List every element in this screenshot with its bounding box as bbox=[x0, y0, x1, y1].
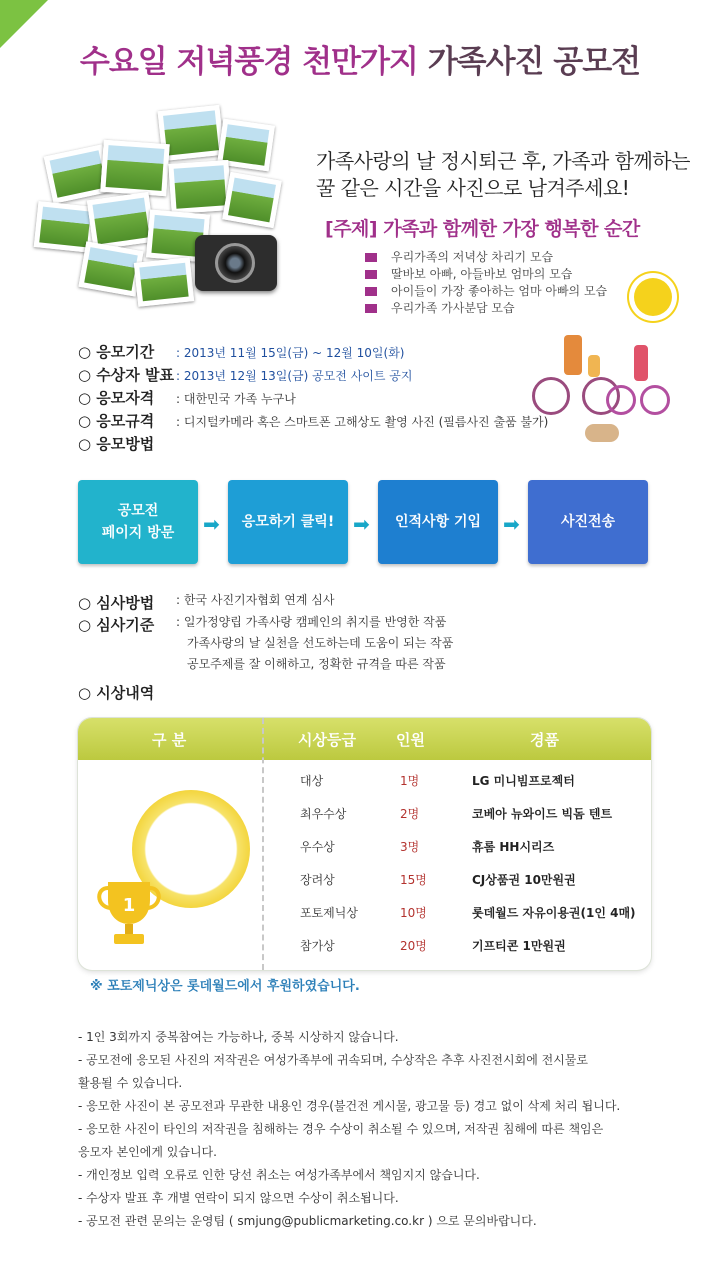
title-part2: 가족사진 공모전 bbox=[427, 44, 641, 80]
notice-item: - 공모전에 응모된 사진의 저작권은 여성가족부에 귀속되며, 수상작은 추후 사진전시회에 전시물로 bbox=[78, 1053, 588, 1067]
lead-line2: 꿀 같은 시간을 사진으로 남겨주세요! bbox=[316, 176, 630, 200]
row-gift: 기프티콘 1만원권 bbox=[472, 939, 566, 953]
col-category: 구 분 bbox=[152, 731, 187, 749]
table-row bbox=[78, 797, 651, 830]
info-row bbox=[78, 387, 296, 408]
step-label: 응모하기 클릭! bbox=[241, 514, 335, 530]
table-row bbox=[78, 863, 651, 896]
row-grade: 대상 bbox=[300, 774, 324, 788]
row-gift: 롯데월드 자유이용권(1인 4매) bbox=[472, 906, 636, 920]
info-value: : 디지털카메라 혹은 스마트폰 고해상도 촬영 사진 (필름사진 출품 불가) bbox=[176, 415, 549, 429]
col-count: 인원 bbox=[396, 731, 425, 749]
row-grade: 우수상 bbox=[300, 840, 335, 854]
arrow-right-icon: ➡ bbox=[353, 512, 370, 536]
theme-bullet: 우리가족의 저녁상 차리기 모습 bbox=[365, 249, 607, 266]
row-count: 2명 bbox=[400, 807, 420, 821]
notice-item: 활용될 수 있습니다. bbox=[78, 1076, 183, 1090]
row-count: 1명 bbox=[400, 774, 420, 788]
info-row bbox=[78, 433, 176, 454]
info-row bbox=[78, 410, 548, 431]
step-label: 페이지 방문 bbox=[101, 525, 175, 541]
row-count: 3명 bbox=[400, 840, 420, 854]
theme-bullet: 딸바보 아빠, 아들바보 엄마의 모습 bbox=[365, 266, 607, 283]
step-label: 인적사항 기입 bbox=[394, 514, 482, 530]
arrow-right-icon: ➡ bbox=[203, 512, 220, 536]
row-count: 15명 bbox=[400, 873, 427, 887]
criteria-item: : 일가정양립 가족사랑 캠페인의 취지를 반영한 작품 bbox=[176, 615, 447, 629]
sun-icon bbox=[634, 278, 672, 316]
info-key: ○ 응모규격 bbox=[78, 412, 155, 430]
notice-list bbox=[78, 1026, 620, 1233]
step-visit-page bbox=[78, 480, 198, 564]
row-gift: 코베아 뉴와이드 빅돔 텐트 bbox=[472, 807, 613, 821]
info-row bbox=[78, 341, 404, 362]
lead-text bbox=[316, 148, 690, 202]
theme-bullet: 아이들이 가장 좋아하는 엄마 아빠의 모습 bbox=[365, 283, 607, 300]
row-gift: CJ상품권 10만원권 bbox=[472, 873, 576, 887]
table-row bbox=[78, 830, 651, 863]
step-label: 사진전송 bbox=[560, 514, 616, 530]
row-gift: LG 미니빔프로젝터 bbox=[472, 774, 575, 788]
notice-item: - 개인정보 입력 오류로 인한 당선 취소는 여성가족부에서 책임지지 않습니다. bbox=[78, 1168, 480, 1182]
theme-bullet-list bbox=[365, 249, 607, 317]
sponsor-note: ※ 포토제닉상은 롯데월드에서 후원하였습니다. bbox=[90, 979, 360, 994]
table-row bbox=[78, 929, 651, 962]
table-row bbox=[78, 896, 651, 929]
judging-criteria-list bbox=[176, 612, 453, 675]
step-label: 공모전 bbox=[117, 503, 159, 519]
step-send-photo bbox=[528, 480, 648, 564]
theme-bullet: 우리가족 가사분담 모습 bbox=[365, 300, 607, 317]
judging-method-key: ○ 심사방법 bbox=[78, 594, 155, 612]
prize-table bbox=[78, 718, 651, 970]
info-value: : 2013년 11월 15일(금) ~ 12월 10일(화) bbox=[176, 346, 405, 360]
row-count: 10명 bbox=[400, 906, 427, 920]
info-key: ○ 수상자 발표 bbox=[78, 366, 174, 384]
step-enter-info bbox=[378, 480, 498, 564]
page-title bbox=[0, 36, 720, 81]
dog-icon bbox=[585, 424, 619, 442]
lead-line1: 가족사랑의 날 정시퇴근 후, 가족과 함께하는 bbox=[316, 149, 690, 173]
col-grade: 시상등급 bbox=[298, 731, 356, 749]
step-click-apply bbox=[228, 480, 348, 564]
judging-method-value: : 한국 사진기자협회 연계 심사 bbox=[176, 593, 335, 607]
info-row bbox=[78, 364, 412, 385]
awards-key: ○ 시상내역 bbox=[78, 684, 155, 702]
title-part1: 수요일 저녁풍경 천만가지 bbox=[79, 44, 428, 80]
row-grade: 참가상 bbox=[300, 939, 335, 953]
info-value: : 2013년 12월 13일(금) 공모전 사이트 공지 bbox=[176, 369, 413, 383]
trophy-number: 1 bbox=[122, 895, 136, 916]
judging-criteria-key: ○ 심사기준 bbox=[78, 616, 155, 634]
info-key: ○ 응모자격 bbox=[78, 389, 155, 407]
row-grade: 포토제닉상 bbox=[300, 906, 358, 920]
table-row bbox=[78, 764, 651, 797]
col-gift: 경품 bbox=[530, 731, 559, 749]
criteria-item: 공모주제를 잘 이해하고, 정확한 규격을 따른 작품 bbox=[187, 657, 446, 671]
arrow-right-icon: ➡ bbox=[503, 512, 520, 536]
notice-item: 응모자 본인에게 있습니다. bbox=[78, 1145, 217, 1159]
notice-item: - 응모한 사진이 타인의 저작권을 침해하는 경우 수상이 취소될 수 있으며, 저작권 침해에 따른 책임은 bbox=[78, 1122, 604, 1136]
notice-item: - 응모한 사진이 본 공모전과 무관한 내용인 경우(불건전 게시물, 광고물 등) 경고 없이 삭제 처리 됩니다. bbox=[78, 1099, 621, 1113]
notice-item: - 공모전 관련 문의는 운영팀 ( smjung@publicmarketing.co.kr ) 으로 문의바랍니다. bbox=[78, 1214, 537, 1228]
criteria-item: 가족사랑의 날 실천을 선도하는데 도움이 되는 작품 bbox=[187, 636, 454, 650]
notice-item: - 수상자 발표 후 개별 연락이 되지 않으면 수상이 취소됩니다. bbox=[78, 1191, 399, 1205]
row-count: 20명 bbox=[400, 939, 427, 953]
camera-icon bbox=[195, 235, 277, 291]
photo-collage bbox=[30, 100, 280, 320]
info-key: ○ 응모기간 bbox=[78, 343, 155, 361]
info-value: : 대한민국 가족 누구나 bbox=[176, 392, 296, 406]
prize-table-header bbox=[78, 718, 651, 760]
theme-heading: [주제] 가족과 함께한 가장 행복한 순간 bbox=[325, 218, 640, 240]
row-grade: 최우수상 bbox=[300, 807, 347, 821]
row-gift: 휴롬 HH시리즈 bbox=[472, 840, 555, 854]
row-grade: 장려상 bbox=[300, 873, 335, 887]
info-key: ○ 응모방법 bbox=[78, 435, 155, 453]
notice-item: - 1인 3회까지 중복참여는 가능하나, 중복 시상하지 않습니다. bbox=[78, 1030, 399, 1044]
